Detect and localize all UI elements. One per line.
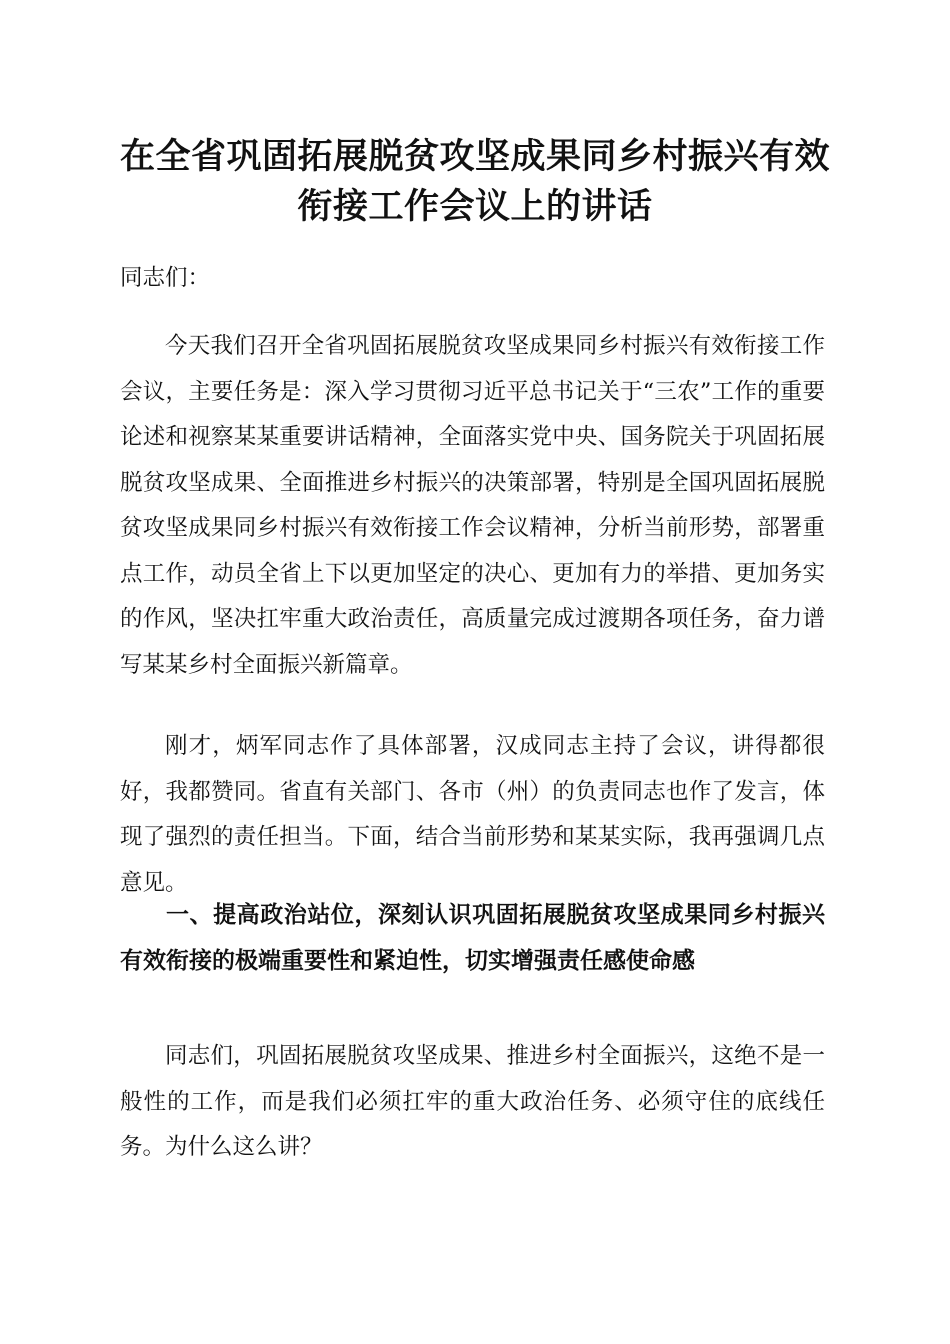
- document-title: [100, 132, 850, 232]
- title-line-1: 在全省巩固拓展脱贫攻坚成果同乡村振兴有效: [119, 136, 830, 177]
- opening-paragraph: 今天我们召开全省巩固拓展脱贫攻坚成果同乡村振兴有效衔接工作会议，主要任务是：深入学习贯彻习近平总书记关于“三农”工作的重要论述和视察某某重要讲话精神，全面落实党中央、国务院关于巩固拓展脱贫攻坚成果、全面推进乡村振兴的决策部署，特别是全国巩固拓展脱贫攻坚成果同乡村振兴有效衔接工作会议精神，分析当前形势，部署重点工作，动员全省上下以更加坚定的决心、更加有力的举措、更加务实的作风，坚决扛牢重大政治责任，高质量完成过渡期各项任务，奋力谱写某某乡村全面振兴新篇章。: [120, 333, 825, 678]
- second-paragraph: 刚才，炳军同志作了具体部署，汉成同志主持了会议，讲得都很好，我都赞同。省直有关部门、各市（州）的负责同志也作了发言，体现了强烈的责任担当。下面，结合当前形势和某某实际，我再强调几点意见。: [120, 733, 825, 896]
- section-1-paragraph: 同志们，巩固拓展脱贫攻坚成果、推进乡村全面振兴，这绝不是一般性的工作，而是我们必须扛牢的重大政治任务、必须守住的底线任务。为什么这么讲？: [120, 1043, 825, 1160]
- section-heading-1: 一、提高政治站位，深刻认识巩固拓展脱贫攻坚成果同乡村振兴有效衔接的极端重要性和紧迫性，切实增强责任感使命感: [120, 902, 825, 974]
- salutation: 同志们：: [120, 265, 211, 291]
- title-line-2: 衔接工作会议上的讲话: [297, 186, 653, 227]
